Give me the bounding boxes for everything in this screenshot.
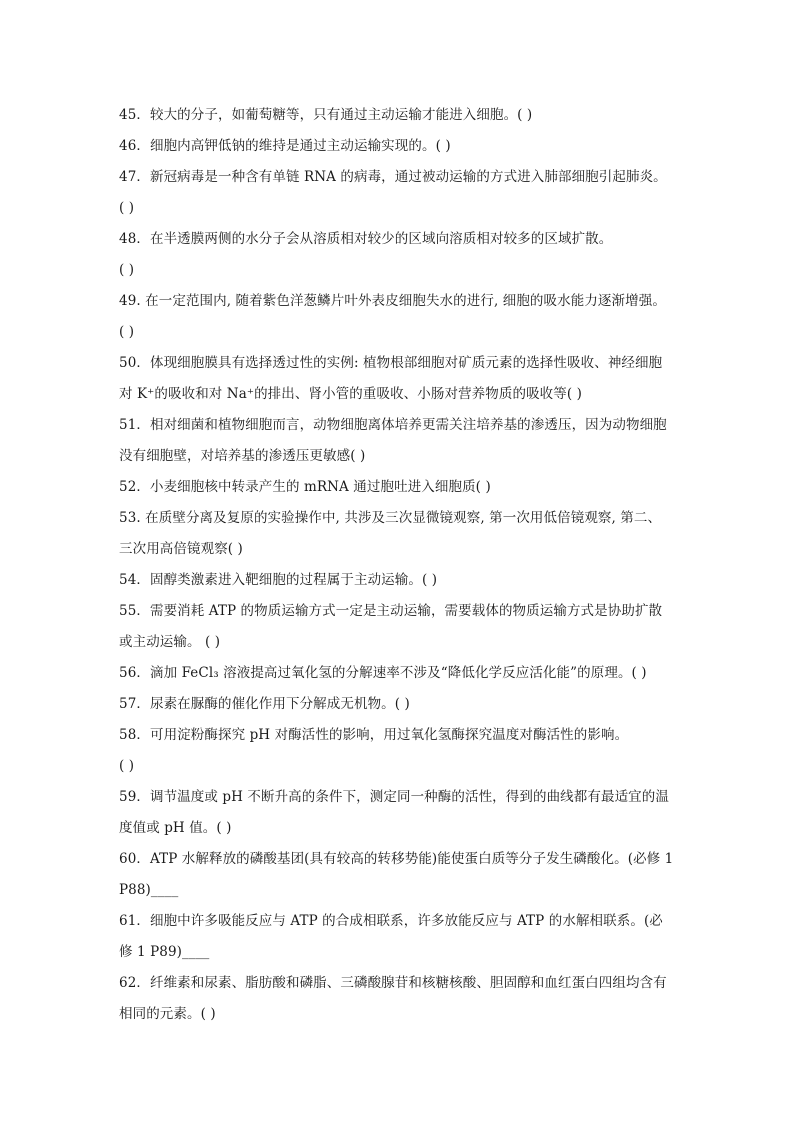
text-line-q48: 48．在半透膜两侧的水分子会从溶质相对较少的区域向溶质相对较多的区域扩散。 [119,231,613,247]
text-line-q50-cont: 对 K⁺的吸收和对 Na⁺的排出、肾小管的重吸收、小肠对营养物质的吸收等( ) [119,386,583,402]
answer-blank-q47: ( ) [119,200,135,216]
text-line-q59-cont: 度值或 pH 值。( ) [119,820,232,836]
text-line-q53: 53. 在质壁分离及复原的实验操作中, 共涉及三次显微镜观察, 第一次用低倍镜观察, 第二、 [119,510,662,526]
answer-blank-q48: ( ) [119,262,135,278]
text-line-q47: 47．新冠病毒是一种含有单链 RNA 的病毒，通过被动运输的方式进入肺部细胞引起肺炎。 [119,169,667,185]
text-line-q57: 57．尿素在脲酶的催化作用下分解成无机物。( ) [119,696,410,712]
text-line-q53-cont: 三次用高倍镜观察( ) [119,541,243,557]
text-line-q46: 46．细胞内高钾低钠的维持是通过主动运输实现的。( ) [119,138,451,154]
text-line-q49: 49. 在一定范围内, 随着紫色洋葱鳞片叶外表皮细胞失水的进行, 细胞的吸水能力逐渐增强。 [119,293,666,309]
text-line-q52: 52．小麦细胞核中转录产生的 mRNA 通过胞吐进入细胞质( ) [119,479,491,495]
text-line-q60-cont: P88)____ [119,882,179,898]
text-line-q61: 61．细胞中许多吸能反应与 ATP 的合成相联系，许多放能反应与 ATP 的水解相联系。(必 [119,913,663,929]
text-line-q50: 50．体现细胞膜具有选择透过性的实例: 植物根部细胞对矿质元素的选择性吸收、神经细胞 [119,355,663,371]
text-line-q59: 59．调节温度或 pH 不断升高的条件下，测定同一种酶的活性，得到的曲线都有最适宜的温 [119,789,669,805]
text-line-q55: 55．需要消耗 ATP 的物质运输方式一定是主动运输，需要载体的物质运输方式是协助扩散 [119,603,663,619]
text-line-q60: 60．ATP 水解释放的磷酸基团(具有较高的转移势能)能使蛋白质等分子发生磷酸化。(必修 1 [119,851,674,867]
question-list [119,100,687,1030]
text-line-q51-cont: 没有细胞壁，对培养基的渗透压更敏感( ) [119,448,366,464]
answer-blank-q58: ( ) [119,758,135,774]
text-line-q62: 62．纤维素和尿素、脂肪酸和磷脂、三磷酸腺苷和核糖核酸、胆固醇和血红蛋白四组均含有 [119,975,667,991]
text-line-q61-cont: 修 1 P89)____ [119,944,210,960]
text-line-q54: 54．固醇类激素进入靶细胞的过程属于主动运输。( ) [119,572,438,588]
answer-blank-q49: ( ) [119,324,135,340]
text-line-q58: 58．可用淀粉酶探究 pH 对酶活性的影响，用过氧化氢酶探究温度对酶活性的影响。 [119,727,629,743]
text-line-q45: 45．较大的分子，如葡萄糖等，只有通过主动运输才能进入细胞。( ) [119,107,533,123]
text-line-q62-cont: 相同的元素。( ) [119,1006,216,1022]
text-line-q56: 56．滴加 FeCl₃ 溶液提高过氧化氢的分解速率不涉及“降低化学反应活化能”的原理。( ) [119,665,647,681]
text-line-q55-cont: 或主动运输。 ( ) [119,634,221,650]
text-line-q51: 51．相对细菌和植物细胞而言，动物细胞离体培养更需关注培养基的渗透压，因为动物细胞 [119,417,667,433]
